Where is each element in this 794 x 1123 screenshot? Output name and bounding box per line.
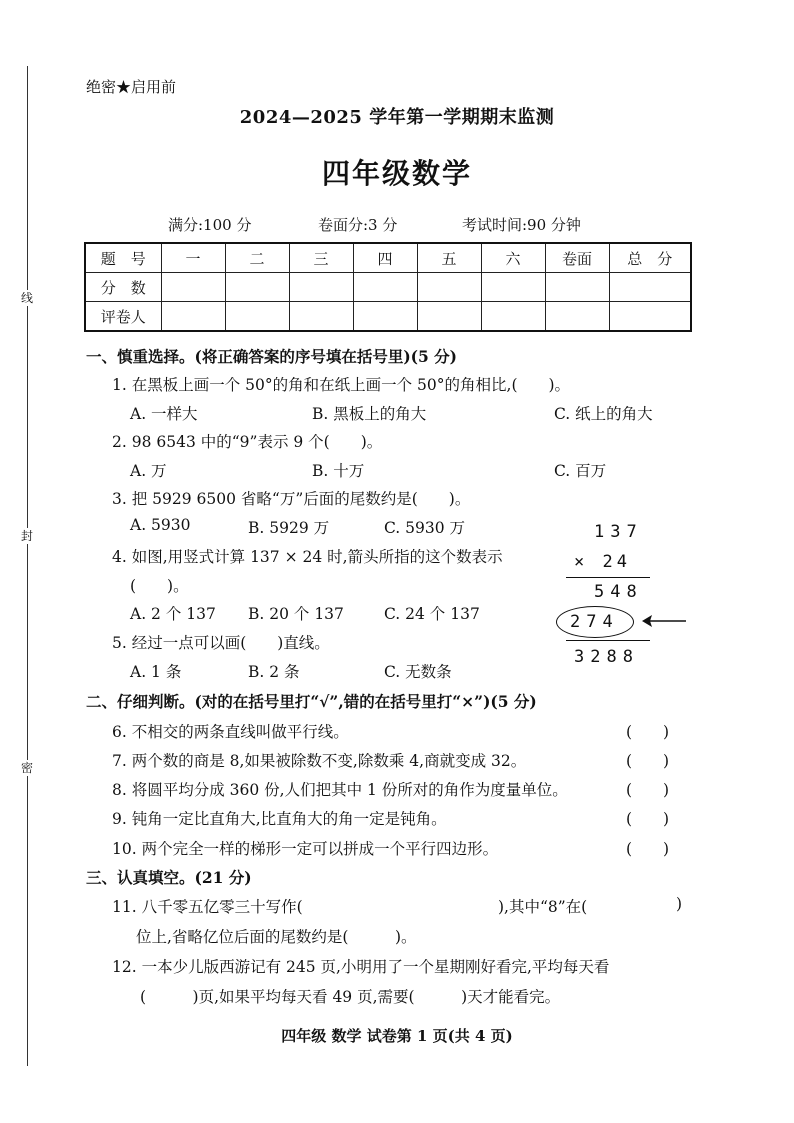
answer-paren[interactable]: ( ) [626,723,670,741]
judgment-item-8: 8. 将圆平均分成 360 份,人们把其中 1 份所对的角作为度量单位。 [112,781,568,799]
score-cell[interactable] [225,273,289,302]
calc-partial-1: 548 [594,582,643,602]
secret-mark: 绝密★启用前 [86,78,177,96]
question-3: 3. 把 5929 6500 省略“万”后面的尾数约是( )。 [112,490,471,508]
calc-partial-2: 274 [570,612,619,632]
grader-cell[interactable] [225,302,289,332]
score-cell[interactable] [481,273,545,302]
binding-label-seal: 封 [20,529,33,543]
question-11-part-a: 11. 八千零五亿零三十写作( [112,898,303,916]
binding-label-line: 线 [20,291,33,305]
q4-option-c: C. 24 个 137 [384,605,480,623]
score-cell[interactable] [161,273,225,302]
score-table-header: 六 [481,243,545,273]
score-table-header: 总 分 [609,243,691,273]
grader-cell[interactable] [353,302,417,332]
exam-title: 2024—2025 学年第一学期期末监测 [239,107,555,128]
answer-paren[interactable]: ( ) [626,752,670,770]
full-marks: 满分:100 分 [168,216,252,234]
q2-option-c: C. 百万 [554,462,607,480]
calc-rule-2 [566,640,650,641]
q4-option-a: A. 2 个 137 [130,605,216,623]
judgment-item-6: 6. 不相交的两条直线叫做平行线。 [112,723,349,741]
page-footer: 四年级 数学 试卷第 1 页(共 4 页) [281,1027,513,1045]
score-table-header: 五 [417,243,481,273]
q3-option-c: C. 5930 万 [384,519,466,537]
q1-option-a: A. 一样大 [130,405,198,423]
score-table-header: 题 号 [85,243,161,273]
q5-option-b: B. 2 条 [248,663,300,681]
score-table-grader-row [85,302,691,332]
score-row-label: 分 数 [85,273,161,302]
score-table-header: 卷面 [545,243,609,273]
q4-option-b: B. 20 个 137 [248,605,344,623]
q5-option-a: A. 1 条 [130,663,182,681]
score-cell[interactable] [289,273,353,302]
score-cell[interactable] [545,273,609,302]
question-4-cont: ( )。 [130,577,189,595]
score-cell[interactable] [609,273,691,302]
subject-title: 四年级数学 [321,157,472,190]
calc-multiplicand: 137 [594,522,643,542]
section3-title: 三、认真填空。(21 分) [86,868,252,887]
question-11-part-c: ) [676,895,683,913]
question-4: 4. 如图,用竖式计算 137 × 24 时,箭头所指的这个数表示 [112,548,503,566]
grader-cell[interactable] [417,302,481,332]
score-table [84,242,692,332]
grader-row-label: 评卷人 [85,302,161,332]
question-1: 1. 在黑板上画一个 50°的角和在纸上画一个 50°的角相比,( )。 [112,376,571,394]
neatness-score: 卷面分:3 分 [318,216,398,234]
score-table-header: 四 [353,243,417,273]
binding-label-secret: 密 [20,761,33,775]
judgment-item-7: 7. 两个数的商是 8,如果被除数不变,除数乘 4,商就变成 32。 [112,752,527,770]
score-cell[interactable] [417,273,481,302]
question-2: 2. 98 6543 中的“9”表示 9 个( )。 [112,433,383,451]
section2-title: 二、仔细判断。(对的在括号里打“√”,错的在括号里打“×”)(5 分) [86,692,537,711]
question-11-line2: 位上,省略亿位后面的尾数约是( )。 [136,928,417,946]
answer-paren[interactable]: ( ) [626,810,670,828]
grader-cell[interactable] [161,302,225,332]
answer-paren[interactable]: ( ) [626,781,670,799]
grader-cell[interactable] [545,302,609,332]
score-cell[interactable] [353,273,417,302]
q3-option-a: A. 5930 [130,516,191,534]
score-table-header: 一 [161,243,225,273]
question-11-part-b: ),其中“8”在( [498,898,588,916]
q1-option-b: B. 黑板上的角大 [312,405,427,423]
q1-option-c: C. 纸上的角大 [554,405,653,423]
question-12-line2: ( )页,如果平均每天看 49 页,需要( )天才能看完。 [140,988,561,1006]
grader-cell[interactable] [481,302,545,332]
grader-cell[interactable] [609,302,691,332]
score-table-score-row [85,273,691,302]
calc-rule-1 [566,577,650,578]
calc-multiplier: × 24 [574,552,631,572]
judgment-item-9: 9. 钝角一定比直角大,比直角大的角一定是钝角。 [112,810,447,828]
binding-line [27,66,28,1066]
arrow-left-icon [640,612,688,630]
q2-option-b: B. 十万 [312,462,365,480]
judgment-item-10: 10. 两个完全一样的梯形一定可以拼成一个平行四边形。 [112,840,499,858]
question-12-line1: 12. 一本少儿版西游记有 245 页,小明用了一个星期刚好看完,平均每天看 [112,958,610,976]
calc-product: 3288 [574,647,639,667]
exam-time: 考试时间:90 分钟 [462,216,581,234]
question-5: 5. 经过一点可以画( )直线。 [112,634,330,652]
score-table-header-row [85,243,691,273]
score-table-header: 三 [289,243,353,273]
grader-cell[interactable] [289,302,353,332]
score-table-header: 二 [225,243,289,273]
q2-option-a: A. 万 [130,462,167,480]
q3-option-b: B. 5929 万 [248,519,330,537]
section1-title: 一、慎重选择。(将正确答案的序号填在括号里)(5 分) [86,347,458,366]
answer-paren[interactable]: ( ) [626,840,670,858]
q5-option-c: C. 无数条 [384,663,452,681]
